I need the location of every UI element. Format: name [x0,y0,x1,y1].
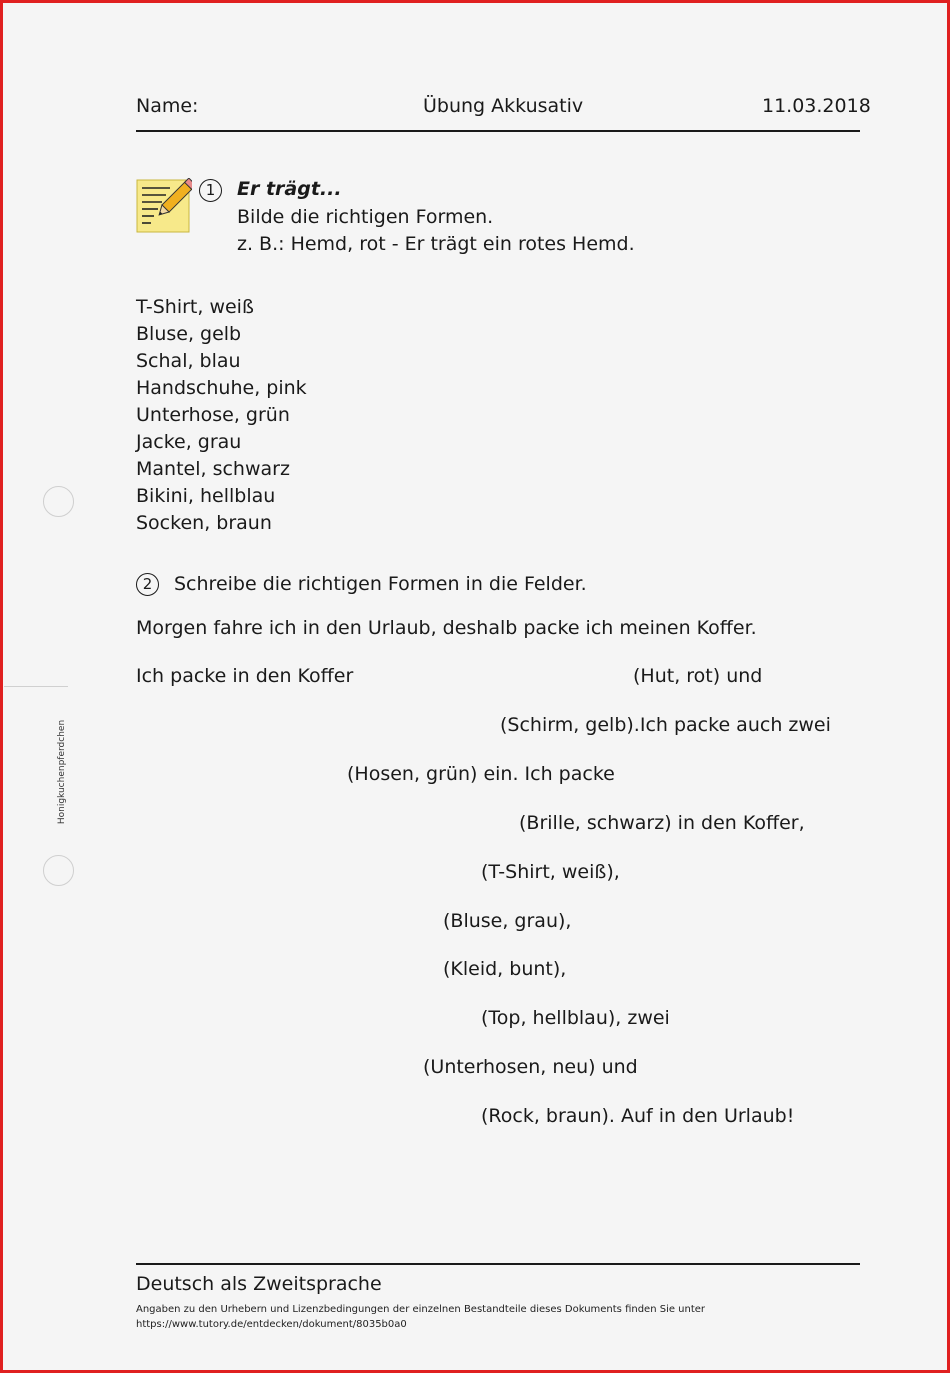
task1-item-list [136,294,307,537]
cloze-line-8: (Top, hellblau), zwei [481,1007,670,1029]
punch-hole-bottom [43,855,74,886]
list-item: T-Shirt, weiß [136,296,254,318]
task2-instruction: Schreibe die richtigen Formen in die Felder. [174,573,587,595]
list-item: Mantel, schwarz [136,458,290,480]
task1-example: z. B.: Hemd, rot - Er trägt ein rotes Hemd. [237,233,635,255]
list-item: Schal, blau [136,350,241,372]
cloze-line-5: (T-Shirt, weiß), [481,861,620,883]
task2-number: 2 [136,573,159,596]
cloze-line-1-start: Ich packe in den Koffer [136,665,354,687]
footer-subject: Deutsch als Zweitsprache [136,1273,382,1295]
task1-number: 1 [199,179,222,202]
cloze-line-4: (Brille, schwarz) in den Koffer, [519,812,805,834]
footer-credits-link[interactable]: https://www.tutory.de/entdecken/dokument/8035b0a0 [136,1319,407,1330]
list-item: Handschuhe, pink [136,377,307,399]
list-item: Jacke, grau [136,431,242,453]
list-item: Bluse, gelb [136,323,242,345]
cloze-line-2: (Schirm, gelb).Ich packe auch zwei [500,714,831,736]
date-label: 11.03.2018 [762,95,871,117]
footer-credits-line-1: Angaben zu den Urhebern und Lizenzbedingungen der einzelnen Bestandteile dieses Dokuments finden Sie unter [136,1304,706,1315]
list-item: Socken, braun [136,512,272,534]
footer-divider [136,1263,860,1265]
cloze-line-3: (Hosen, grün) ein. Ich packe [347,763,615,785]
notepad-pencil-icon [136,178,192,234]
punch-hole-top [43,486,74,517]
page-title: Übung Akkusativ [423,95,584,117]
header-divider [136,130,860,132]
task2-intro: Morgen fahre ich in den Urlaub, deshalb packe ich meinen Koffer. [136,617,757,639]
name-label: Name: [136,95,199,117]
cloze-line-7: (Kleid, bunt), [443,958,567,980]
vertical-credit-text: Honigkuchenpferdchen [57,719,67,825]
fold-mark [4,686,68,687]
task1-instruction: Bilde die richtigen Formen. [237,206,494,228]
list-item: Unterhose, grün [136,404,290,426]
task1-title: Er trägt... [237,178,342,200]
cloze-line-6: (Bluse, grau), [443,910,572,932]
cloze-line-10: (Rock, braun). Auf in den Urlaub! [481,1105,795,1127]
list-item: Bikini, hellblau [136,485,276,507]
cloze-line-9: (Unterhosen, neu) und [423,1056,638,1078]
cloze-line-1-end: (Hut, rot) und [633,665,763,687]
